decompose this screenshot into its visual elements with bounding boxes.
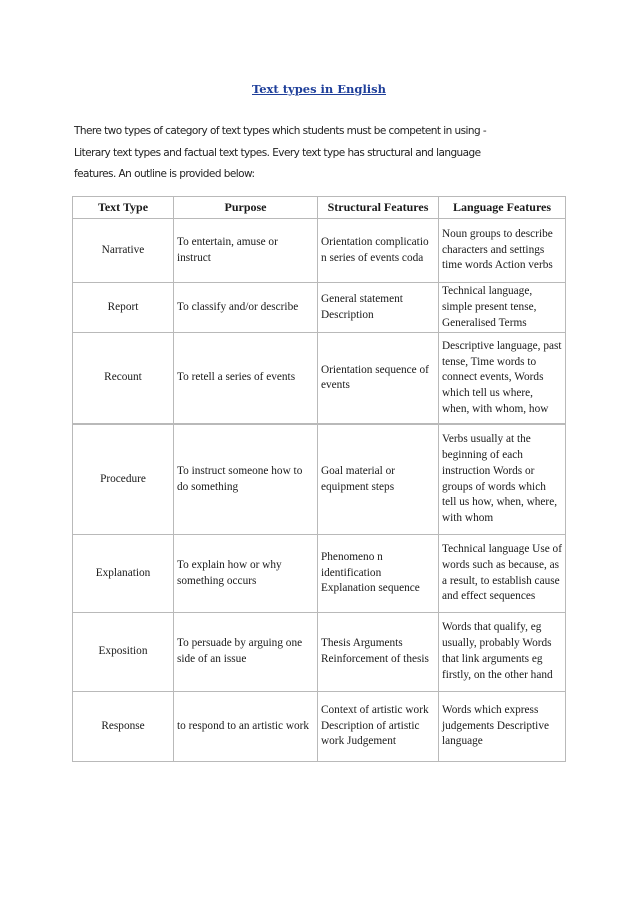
cell-text-type: Procedure [73,425,174,535]
table-header-row [73,197,566,219]
intro-line: There two types of category of text types which students must be competent in using - [74,125,487,137]
header-structural-features: Structural Features [318,197,439,219]
cell-text-type: Exposition [73,613,174,692]
cell-language: Verbs usually at the beginning of each instruction Words or groups of words which tell us how, when, where, with whom [439,425,566,535]
cell-purpose: To instruct someone how to do something [174,425,318,535]
header-text-type: Text Type [73,197,174,219]
intro-line: features. An outline is provided below: [74,168,255,180]
header-purpose: Purpose [174,197,318,219]
cell-structure: Goal material or equipment steps [318,425,439,535]
table-row [73,283,566,333]
cell-structure: Phenomeno n identification Explanation sequence [318,535,439,613]
cell-structure: Thesis Arguments Reinforcement of thesis [318,613,439,692]
cell-structure: Context of artistic work Description of artistic work Judgement [318,692,439,762]
table-row [73,613,566,692]
table-row [73,535,566,613]
cell-language: Descriptive language, past tense, Time words to connect events, Words which tell us where, when, with whom, how [439,333,566,424]
cell-text-type: Report [73,283,174,333]
cell-language: Words that qualify, eg usually, probably Words that link arguments eg firstly, on the other hand [439,613,566,692]
cell-purpose: to respond to an artistic work [174,692,318,762]
intro-line: Literary text types and factual text types. Every text type has structural and language [74,146,481,159]
cell-language: Technical language, simple present tense, Generalised Terms [439,283,566,333]
cell-text-type: Recount [73,333,174,424]
header-language-features: Language Features [439,197,566,219]
page-title: Text types in English [251,82,387,96]
cell-text-type: Narrative [73,219,174,283]
cell-purpose: To entertain, amuse or instruct [174,219,318,283]
cell-text-type: Explanation [73,535,174,613]
cell-language: Words which express judgements Descriptive language [439,692,566,762]
table-row [73,692,566,762]
cell-purpose: To persuade by arguing one side of an issue [174,613,318,692]
cell-text-type: Response [73,692,174,762]
table-row [73,425,566,535]
table-row [73,219,566,283]
cell-language: Technical language Use of words such as because, as a result, to establish cause and effect sequences [439,535,566,613]
text-types-table-part-2 [72,424,566,762]
text-types-table-part-1 [72,196,566,424]
cell-purpose: To retell a series of events [174,333,318,424]
cell-purpose: To classify and/or describe [174,283,318,333]
table-row [73,333,566,424]
cell-purpose: To explain how or why something occurs [174,535,318,613]
cell-structure: Orientation sequence of events [318,333,439,424]
cell-language: Noun groups to describe characters and settings time words Action verbs [439,219,566,283]
cell-structure: General statement Description [318,283,439,333]
intro-paragraph [74,121,574,186]
cell-structure: Orientation complicatio n series of events coda [318,219,439,283]
